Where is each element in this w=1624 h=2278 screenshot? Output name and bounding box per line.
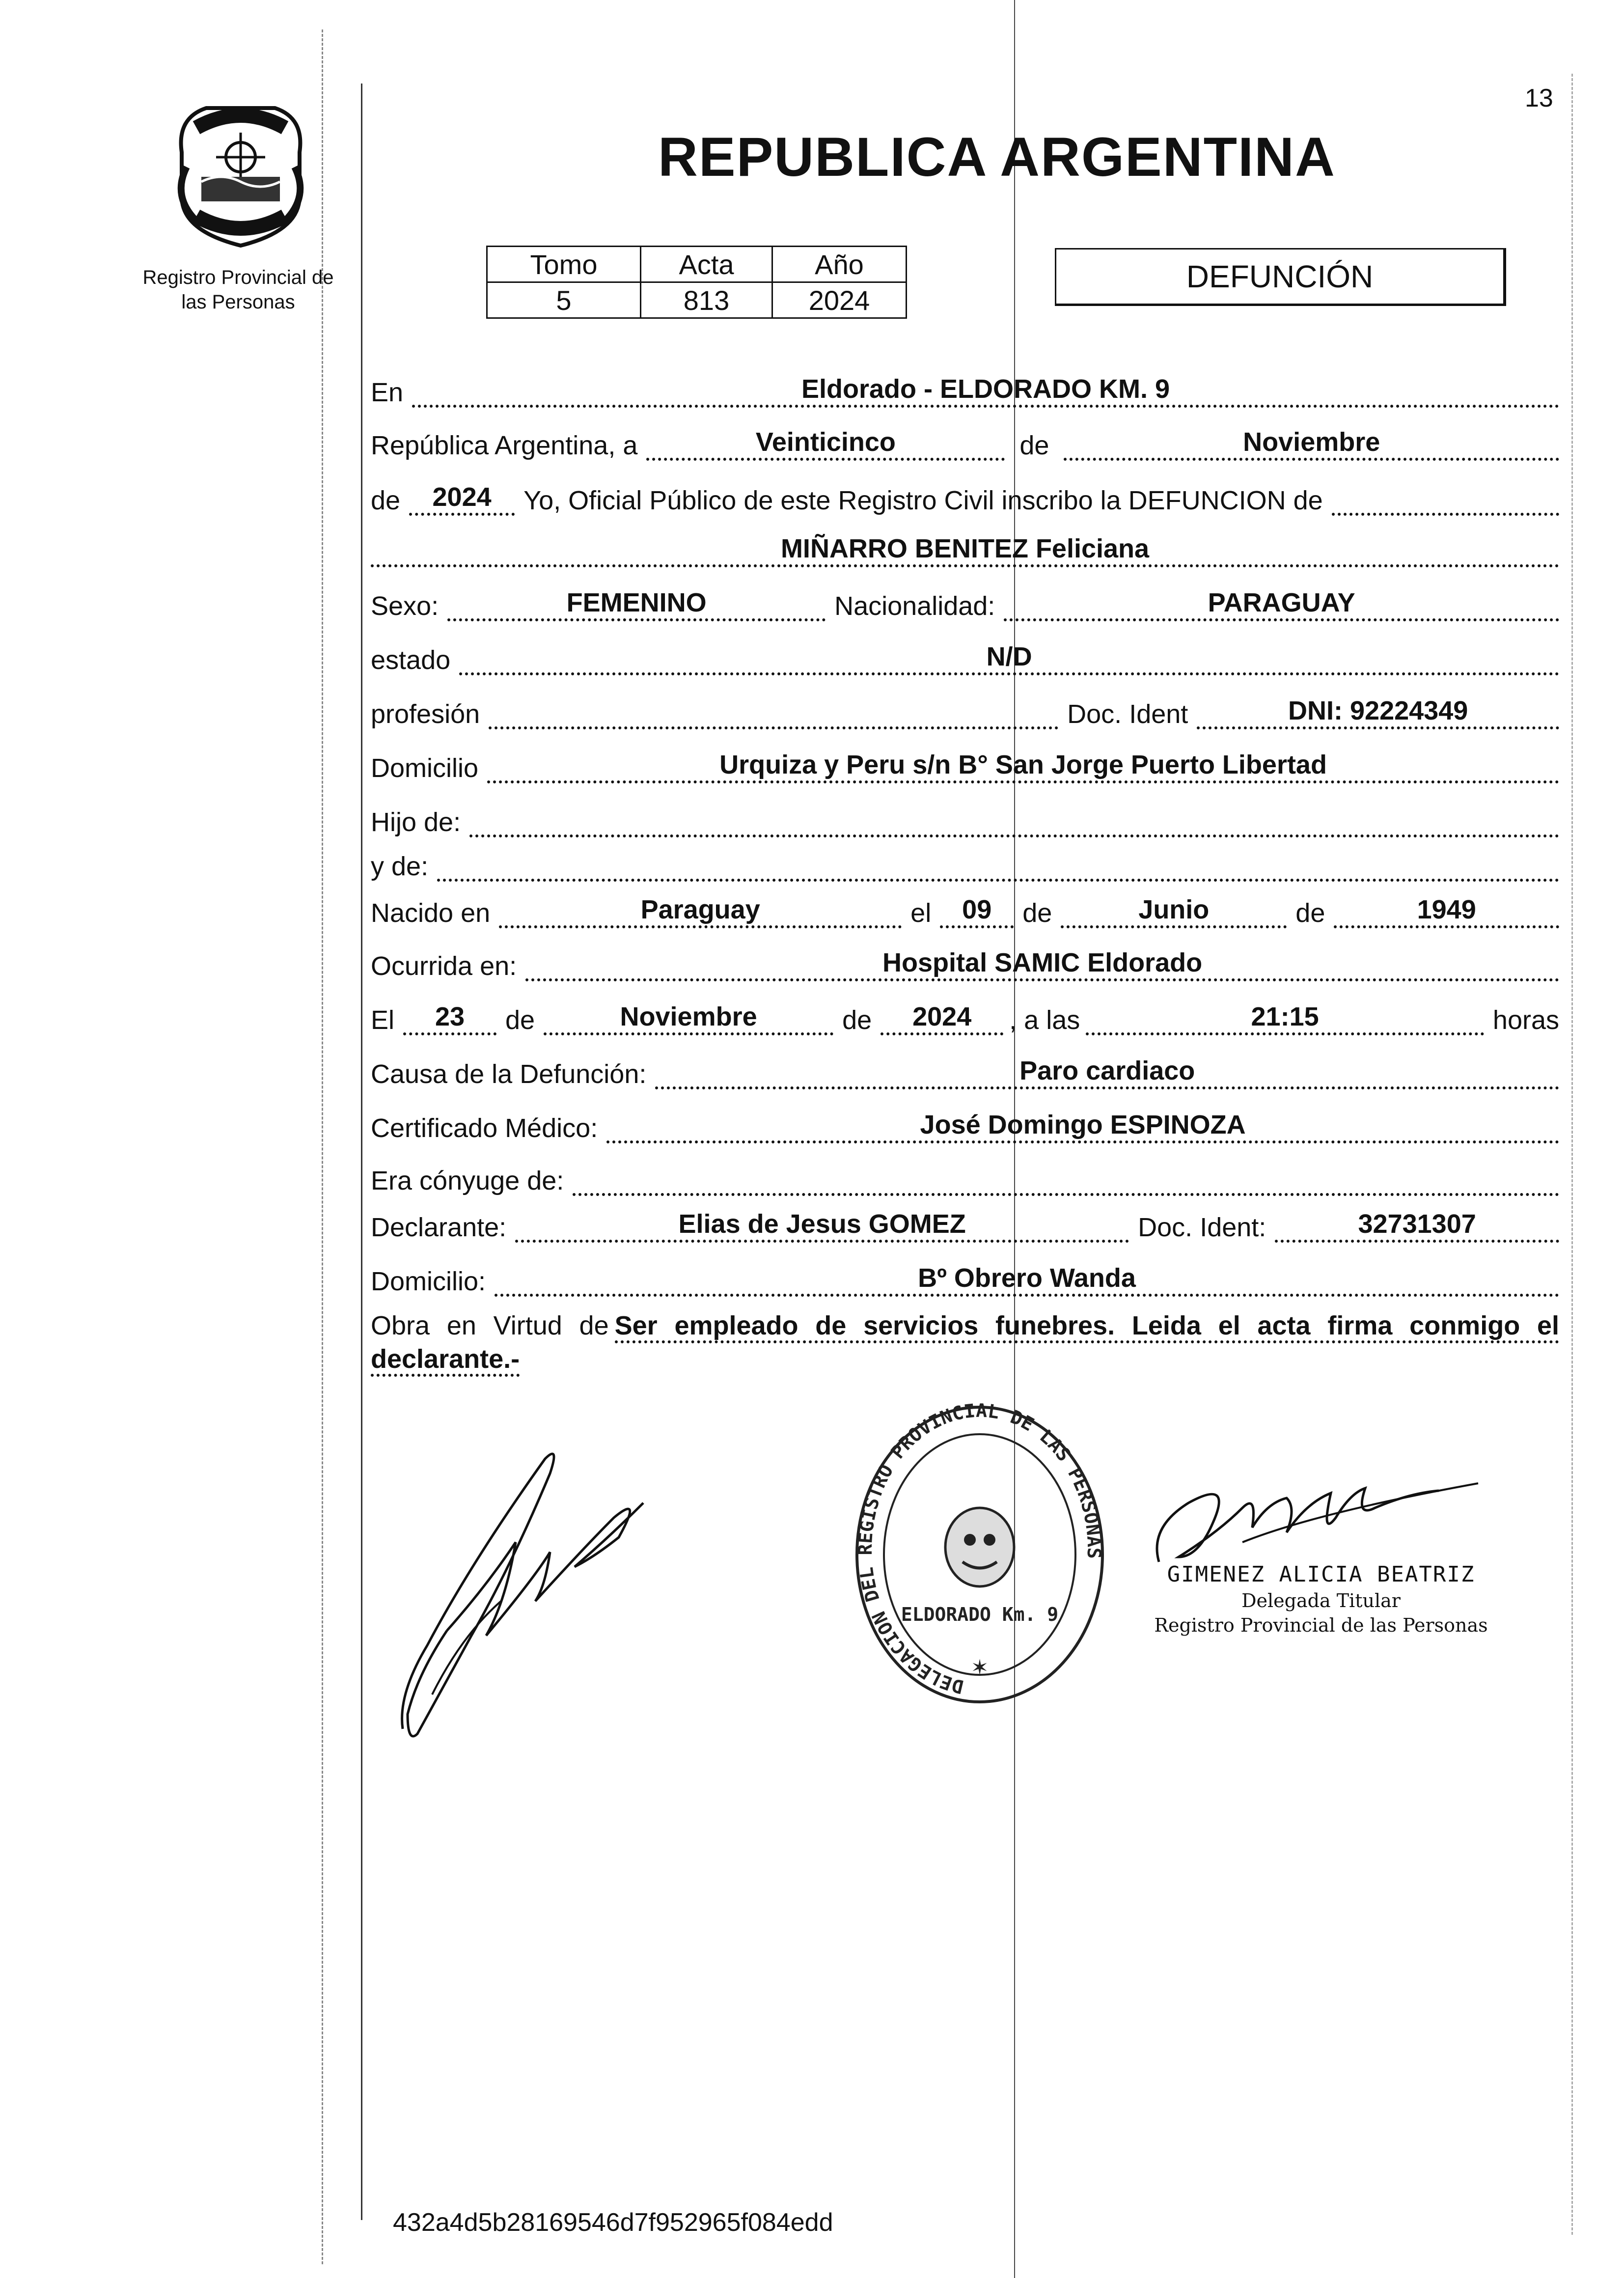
value-death-month: Noviembre [544,1001,833,1035]
row-ocurrida [371,947,1559,981]
value-domicilio: Urquiza y Peru s/n B° San Jorge Puerto Libertad [487,749,1559,783]
label-de-2: de [1295,898,1325,928]
label-profesion: profesión [371,699,480,729]
label-domicilio-declarante: Domicilio: [371,1267,486,1296]
label-horas: horas [1492,1005,1559,1035]
registry-caption-line-2: las Personas [181,291,295,313]
value-y-de [437,850,1559,882]
label-death-de-2: de [842,1005,872,1035]
value-certificado: José Domingo ESPINOZA [606,1109,1559,1143]
row-fecha-acta [371,426,1559,461]
label-el: el [910,898,932,928]
value-tomo: 5 [487,282,641,318]
official-block [1139,1562,1503,1636]
record-table-header [487,247,907,282]
label-sexo: Sexo: [371,591,439,621]
value-birth-day: 09 [940,894,1014,928]
header-tomo: Tomo [487,247,641,282]
label-declarante-doc: Doc. Ident: [1138,1213,1266,1242]
row-profesion [371,695,1559,729]
declarant-signature [388,1439,663,1744]
label-death-de-1: de [505,1005,535,1035]
official-office: Registro Provincial de las Personas [1154,1614,1488,1636]
header-anio: Año [772,247,907,282]
value-anio: 2024 [772,282,907,318]
label-de: de [1019,431,1049,460]
row-domicilio-declarante [371,1262,1559,1297]
row-estado [371,641,1559,675]
stamp-inner-text: ELDORADO Km. 9 [901,1604,1059,1625]
value-place: Eldorado - ELDORADO KM. 9 [412,373,1559,408]
label-declarante: Declarante: [371,1213,507,1242]
right-edge-line [1571,74,1573,2235]
punch-margin-line [322,29,323,2264]
label-certificado: Certificado Médico: [371,1113,598,1143]
label-a-las: , a las [1009,1005,1080,1035]
header-acta: Acta [641,247,772,282]
label-hijo-de: Hijo de: [371,807,461,837]
row-obra-en-virtud [371,1309,1559,1376]
document-type-box: DEFUNCIÓN [1055,248,1506,306]
record-table-row [487,282,907,318]
left-margin-line [361,83,362,2220]
label-ocurrida-en: Ocurrida en: [371,951,517,981]
label-domicilio: Domicilio [371,753,479,783]
label-y-de: y de: [371,852,429,881]
value-birth-month: Junio [1061,894,1287,928]
label-conyuge: Era cónyuge de: [371,1166,564,1195]
value-sexo: FEMENINO [447,587,826,621]
value-death-place: Hospital SAMIC Eldorado [525,947,1559,981]
registry-caption [133,265,344,314]
row-conyuge [371,1162,1559,1196]
value-death-time: 21:15 [1086,1001,1484,1035]
label-estado: estado [371,645,451,675]
value-causa: Paro cardiaco [655,1055,1559,1089]
label-republica: República Argentina, a [371,431,638,460]
document-hash: 432a4d5b28169546d7f952965f084edd [393,2208,833,2237]
value-declarante: Elias de Jesus GOMEZ [515,1208,1129,1243]
label-en: En [371,378,404,407]
label-causa: Causa de la Defunción: [371,1059,647,1089]
row-causa [371,1055,1559,1089]
row-declarante [371,1208,1559,1243]
stamp-star-icon: ✶ [970,1656,989,1680]
row-fecha-defuncion [371,1001,1559,1035]
row-anio-acta [371,481,1559,516]
value-conyuge [573,1165,1559,1196]
row-sexo [371,587,1559,621]
value-hijo-de [469,806,1559,837]
label-de-1: de [1022,898,1052,928]
value-birth-year: 1949 [1334,894,1559,928]
value-obra: Ser empleado de servicios funebres. Leida el acta firma conmigo el declarante.- [371,1311,1559,1377]
row-y-de [371,847,1559,882]
official-name: GIMENEZ ALICIA BEATRIZ [1167,1562,1475,1587]
value-death-day: 23 [403,1001,496,1035]
value-death-year: 2024 [881,1001,1003,1035]
label-el-death: El [371,1005,395,1035]
label-de-year: de [371,486,401,515]
value-birth-place: Paraguay [499,894,902,928]
label-nacido-en: Nacido en [371,898,491,928]
row-nacido [371,894,1559,928]
page-title: REPUBLICA ARGENTINA [658,126,1336,188]
row-hijo-de [371,803,1559,837]
label-nacionalidad: Nacionalidad: [834,591,995,621]
value-blank-1 [1332,484,1559,516]
value-act-day: Veinticinco [646,426,1005,461]
value-domicilio-declarante: Bº Obrero Wanda [495,1262,1559,1297]
row-certificado [371,1109,1559,1143]
value-act-month: Noviembre [1064,426,1559,461]
value-deceased-name: MIÑARRO BENITEZ Feliciana [371,533,1559,567]
official-stamp [852,1400,1107,1709]
misiones-coat-of-arms [167,98,314,250]
value-dni: DNI: 92224349 [1197,695,1559,729]
registry-statement: Yo, Oficial Público de este Registro Civil inscribo la DEFUNCION de [523,486,1323,515]
row-domicilio [371,749,1559,783]
label-obra: Obra en Virtud de [371,1311,609,1340]
stamp-ring-text: DELEGACION DEL REGISTRO PROVINCIAL DE LAS PERSONAS [854,1400,1105,1698]
value-acta: 813 [641,282,772,318]
row-en [371,373,1559,408]
label-doc-ident: Doc. Ident [1067,699,1188,729]
record-table [486,246,907,319]
row-nombre [371,533,1559,567]
page-number: 13 [1525,84,1553,112]
value-profesion [489,698,1058,729]
value-nacionalidad: PARAGUAY [1004,587,1559,621]
value-estado: N/D [459,641,1559,675]
official-title: Delegada Titular [1241,1590,1401,1611]
value-act-year: 2024 [409,481,515,516]
value-declarante-doc: 32731307 [1275,1208,1559,1243]
registry-caption-line-1: Registro Provincial de [142,267,334,288]
